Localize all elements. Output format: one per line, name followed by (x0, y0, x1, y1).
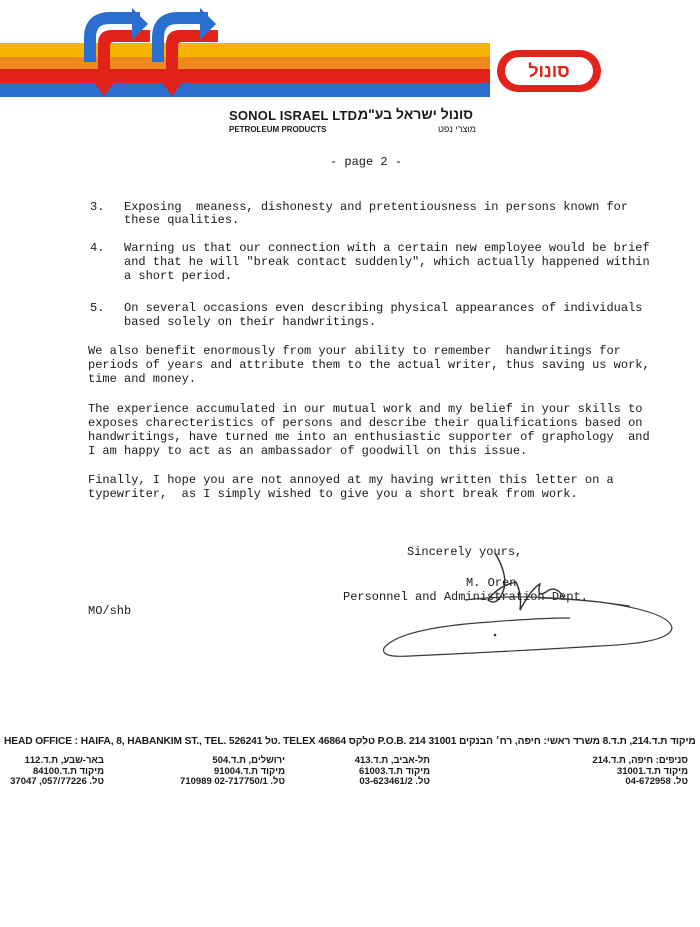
letterhead (0, 0, 700, 140)
signer-department: Personnel and Administration Dept. (343, 590, 588, 604)
office-line: טל. 02-717750/1 710989 (180, 776, 285, 787)
paragraph-line: periods of years and attribute them to the actual writer, thus saving us work, (88, 358, 650, 372)
item-line: On several occasions even describing physical appearances of individuals (124, 301, 643, 315)
sonol-logo (497, 50, 601, 92)
logo-text: סונול (528, 61, 570, 81)
stripe-blue (0, 83, 490, 97)
stripe-orange (0, 57, 490, 69)
office-line: מיקוד ת.ד.31001 (616, 765, 688, 777)
company-name-he: סונול ישראל בע"מ (358, 106, 474, 122)
item-line: a short period. (124, 269, 233, 283)
paragraph-line: Finally, I hope you are not annoyed at my having written this letter on a (88, 473, 614, 487)
item-number: 5. (90, 301, 105, 315)
item-line: based solely on their handwritings. (124, 315, 377, 329)
paragraph-line: We also benefit enormously from your ability to remember handwritings for (88, 344, 621, 358)
paragraph-line: time and money. (88, 372, 197, 386)
paragraph-line: typewriter, as I simply wished to give you a short break from work. (88, 487, 578, 501)
office-line: מיקוד ת.ד.84100 (32, 765, 104, 777)
paragraph-line: I am happy to act as an ambassador of goodwill on this issue. (88, 444, 528, 458)
office-line: תל-אביב, ת.ד.413 (354, 755, 430, 766)
branch-office (175, 756, 285, 788)
products-en: PETROLEUM PRODUCTS (229, 125, 327, 134)
company-name-en: SONOL ISRAEL LTD. (229, 108, 361, 123)
head-office-line: HEAD OFFICE : HAIFA, 8, HABANKIM ST., TEL. 526241 טל. TELEX 46864 טלקס P.O.B. 214 31001 מיקוד ת.ד.214, ת.ד.8 משרד ראשי: חיפה, רח׳ הבנקים (4, 736, 696, 747)
page-number: - page 2 - (330, 155, 403, 169)
office-line: מיקוד ת.ד.61003 (358, 765, 430, 777)
office-line: טל. 03-623461/2 (359, 776, 430, 787)
paragraph-line: exposes charecteristics of persons and describe their qualifications based on (88, 416, 643, 430)
item-number: 3. (90, 200, 105, 214)
handwritten-signature (370, 548, 680, 663)
office-line: טל. 04-672958 (625, 776, 688, 787)
office-line: מיקוד ת.ד.91004 (213, 765, 285, 777)
stripe-yellow (0, 43, 490, 57)
branch-office (578, 756, 688, 788)
closing: Sincerely yours, (407, 545, 523, 559)
item-number: 4. (90, 241, 105, 255)
stripe-red (0, 69, 490, 83)
branch-office (320, 756, 430, 788)
item-line: and that he will "break contact suddenly", which actually happened within (124, 255, 650, 269)
paragraph-line: handwritings, have turned me into an enthusiastic supporter of graphology and (88, 430, 650, 444)
paragraph-line: The experience accumulated in our mutual work and my belief in your skills to (88, 402, 643, 416)
item-line: these qualities. (124, 213, 240, 227)
item-line: Warning us that our connection with a certain new employee would be brief (124, 241, 650, 255)
signer-name: M. Oren (466, 576, 517, 590)
office-line: טל. 057/77226, 37047 (10, 776, 104, 787)
reference-initials: MO/shb (88, 604, 132, 618)
office-line: סניפים: חיפה, ת.ד.214 (592, 755, 688, 766)
office-line: ירושלים, ת.ד.504 (212, 755, 285, 766)
item-line: Exposing meaness, dishonesty and pretentiousness in persons known for (124, 200, 629, 214)
products-he: מוצרי נפט (438, 124, 476, 134)
office-line: באר-שבע, ת.ד.112 (24, 755, 104, 766)
branch-office (0, 756, 104, 788)
letterhead-stripes (0, 0, 700, 105)
